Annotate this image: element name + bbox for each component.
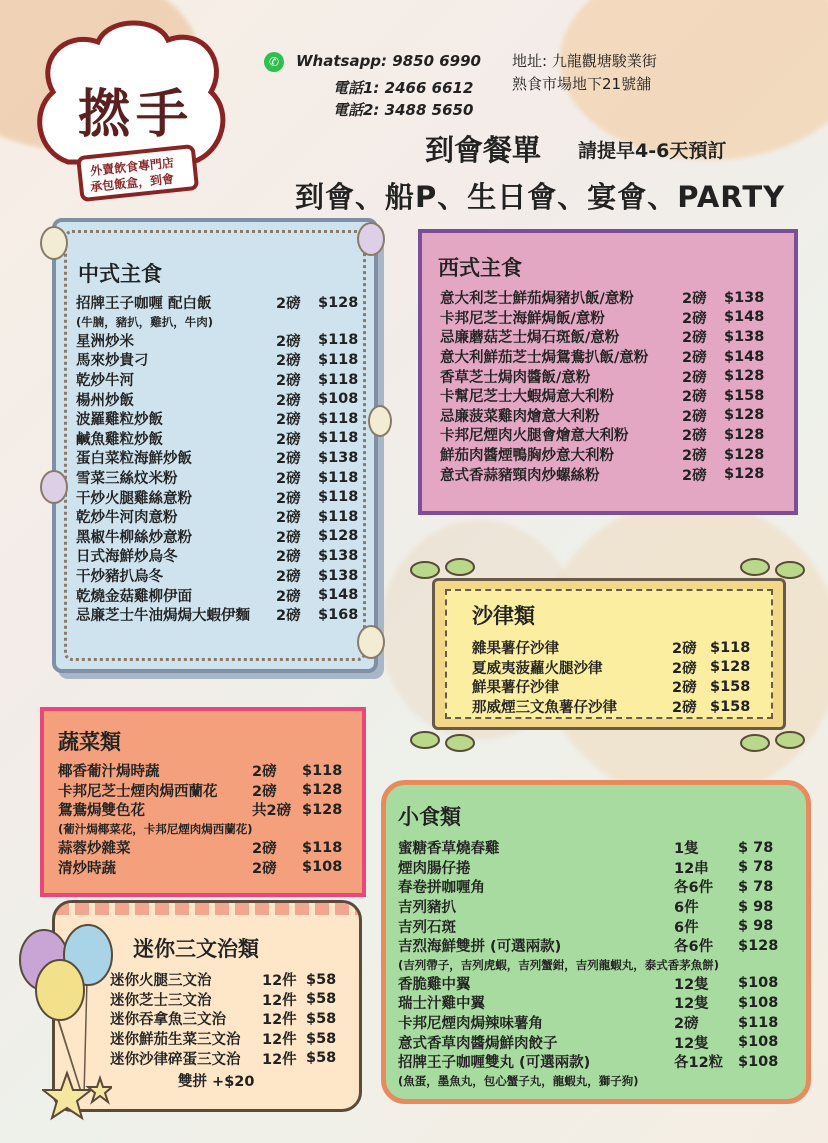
menu-item: [58, 781, 350, 801]
item-price: $58: [306, 1010, 337, 1027]
item-qty: 2磅: [276, 392, 301, 409]
chinese-menu-list: [76, 293, 366, 625]
item-qty: 1隻: [674, 841, 699, 858]
item-name: 忌廉芝士牛油焗焗大蝦伊麵: [76, 608, 250, 625]
item-price: $138: [318, 567, 359, 584]
item-price: $138: [724, 289, 765, 306]
menu-item: [76, 370, 366, 390]
item-qty: 2磅: [672, 641, 697, 658]
item-price: $128: [302, 782, 343, 799]
item-name: 招牌王子咖喱 配白飯: [76, 296, 212, 313]
menu-item: [398, 993, 794, 1013]
item-qty: 12串: [674, 860, 709, 877]
item-name: 雪菜三絲炆米粉: [76, 471, 178, 488]
item-qty: 12件: [262, 992, 297, 1009]
item-qty: 2磅: [672, 660, 697, 677]
item-qty: 2磅: [276, 471, 301, 488]
item-price: $128: [724, 466, 765, 483]
item-price: $ 78: [738, 859, 774, 876]
item-qty: 2磅: [252, 860, 277, 877]
item-name: 干炒火腿雞絲意粉: [76, 490, 192, 507]
menu-item: [110, 1048, 344, 1068]
item-name: 吉列豬扒: [398, 900, 456, 917]
item-name: 卡邦尼芝士海鮮焗飯/意粉: [440, 310, 605, 327]
item-qty: 2磅: [252, 764, 277, 781]
item-name: 日式海鮮炒烏冬: [76, 549, 178, 566]
item-price: $58: [306, 1050, 337, 1067]
menu-item: [76, 527, 366, 547]
panel-dot: [40, 470, 68, 504]
item-qty: 12件: [262, 1012, 297, 1029]
item-price: $128: [724, 368, 765, 385]
item-name: 春卷拼咖喱角: [398, 880, 485, 897]
item-price: $118: [318, 469, 359, 486]
item-price: $ 78: [738, 839, 774, 856]
menu-item: [440, 347, 772, 367]
item-price: $ 98: [738, 898, 774, 915]
item-price: $118: [738, 1014, 779, 1031]
item-qty: 2磅: [252, 841, 277, 858]
menu-item: [472, 697, 762, 717]
item-qty: 2磅: [276, 490, 301, 507]
item-qty: 2磅: [682, 369, 707, 386]
item-name: 吉烈海鮮雙拼 (可選兩款): [398, 939, 562, 956]
item-qty: 2磅: [276, 431, 301, 448]
item-price: $128: [318, 294, 359, 311]
item-price: $118: [318, 332, 359, 349]
item-name: 波羅雞粒炒飯: [76, 412, 163, 429]
item-name: 招牌王子咖喱雙丸 (可選兩款): [398, 1055, 591, 1072]
item-price: $148: [318, 587, 359, 604]
item-name: 楊州炒飯: [76, 392, 134, 409]
menu-item: [76, 566, 366, 586]
booking-notice: 請提早4-6天預訂: [578, 140, 727, 162]
item-name: 乾炒牛河: [76, 373, 134, 390]
item-name: 香脆雞中翼: [398, 976, 471, 993]
item-name: 迷你芝士三文治: [110, 992, 212, 1009]
item-qty: 2磅: [682, 291, 707, 308]
item-price: $118: [318, 508, 359, 525]
item-qty: 2磅: [276, 529, 301, 546]
sandwich-double-price: 雙拼 +$20: [178, 1074, 255, 1090]
item-qty: 2磅: [276, 353, 301, 370]
item-name: 意大利芝士鮮茄焗豬扒飯/意粉: [440, 291, 634, 308]
item-price: $108: [738, 994, 779, 1011]
item-name: 馬來炒貴刁: [76, 353, 149, 370]
item-price: $118: [302, 762, 343, 779]
item-name: 迷你沙律碎蛋三文治: [110, 1051, 241, 1068]
menu-item: [398, 897, 794, 917]
item-qty: 2磅: [682, 408, 707, 425]
item-qty: 2磅: [674, 1016, 699, 1033]
item-price: $118: [302, 839, 343, 856]
item-price: $108: [302, 859, 343, 876]
menu-item: [76, 585, 366, 605]
item-name: 夏威夷菠蘿火腿沙律: [472, 660, 603, 677]
item-qty: 2磅: [682, 428, 707, 445]
menu-item: [398, 974, 794, 994]
menu-item: [76, 331, 366, 351]
menu-item: [440, 464, 772, 484]
item-note: (吉列帶子，吉列虎蝦，吉列蟹鉗，吉列龍蝦丸，泰式香茅魚餅): [398, 957, 720, 972]
item-qty: 各6件: [674, 880, 714, 897]
section-title: 蔬菜類: [58, 730, 121, 754]
item-name: 星洲炒米: [76, 333, 134, 350]
item-name: 椰香葡汁焗時蔬: [58, 764, 160, 781]
item-note: (魚蛋，墨魚丸，包心蟹子丸，龍蝦丸，獅子狗): [398, 1073, 639, 1088]
item-price: $128: [318, 528, 359, 545]
menu-item: [58, 838, 350, 858]
menu-item: [472, 677, 762, 697]
item-qty: 2磅: [682, 389, 707, 406]
item-qty: 2磅: [252, 783, 277, 800]
menu-item: [76, 468, 366, 488]
menu-item: [76, 429, 366, 449]
item-price: $128: [724, 426, 765, 443]
menu-item: [440, 288, 772, 308]
menu-item: [398, 877, 794, 897]
item-name: 清炒時蔬: [58, 860, 116, 877]
item-name: 煙肉腸仔捲: [398, 860, 471, 877]
menu-item: [110, 1029, 344, 1049]
logo: [28, 12, 233, 202]
menu-item: [398, 838, 794, 858]
phone-1: 電話1: 2466 6612: [333, 79, 474, 97]
veg-menu-list: [58, 761, 350, 877]
item-qty: 12件: [262, 973, 297, 990]
item-price: $138: [724, 328, 765, 345]
menu-item: [110, 1009, 344, 1029]
item-name: 鹹魚雞粒炒飯: [76, 431, 163, 448]
item-price: $118: [318, 351, 359, 368]
menu-item: [472, 658, 762, 678]
item-price: $148: [724, 309, 765, 326]
item-name: 迷你火腿三文治: [110, 973, 212, 990]
item-qty: 12隻: [674, 996, 709, 1013]
item-price: $108: [738, 1034, 779, 1051]
item-note: (葡汁焗椰菜花，卡邦尼煙肉焗西蘭花): [58, 821, 253, 836]
item-price: $108: [738, 975, 779, 992]
item-price: $128: [710, 659, 751, 676]
item-qty: 各12粒: [674, 1055, 724, 1072]
item-name: 卡邦尼煙肉火腿會燴意大利粉: [440, 428, 629, 445]
item-name: 瑞士汁雞中翼: [398, 996, 485, 1013]
item-price: $148: [724, 348, 765, 365]
item-qty: 2磅: [682, 467, 707, 484]
section-title: 西式主食: [438, 256, 522, 280]
item-qty: 2磅: [276, 333, 301, 350]
menu-item: [76, 448, 366, 468]
item-price: $58: [306, 1030, 337, 1047]
item-price: $128: [724, 446, 765, 463]
panel-dot: [40, 226, 68, 260]
logo-tagline: 外賣飲食專門店: [89, 155, 175, 179]
item-price: $158: [710, 698, 751, 715]
menu-item: [440, 445, 772, 465]
menu-item: [398, 1013, 794, 1033]
item-name: 蛋白菜粒海鮮炒飯: [76, 451, 192, 468]
menu-item: [76, 350, 366, 370]
menu-item: [76, 507, 366, 527]
item-price: $168: [318, 606, 359, 623]
item-price: $138: [318, 449, 359, 466]
item-name: 蜜糖香草燒春雞: [398, 841, 500, 858]
item-qty: 2磅: [276, 549, 301, 566]
item-name: 意大利鮮茄芝士焗鴛鴦扒飯/意粉: [440, 350, 649, 367]
salad-menu-list: [472, 638, 762, 716]
item-qty: 6件: [674, 919, 699, 936]
panel-dot: [368, 405, 392, 437]
item-note: (牛腩，豬扒，雞扒，牛肉): [76, 314, 214, 329]
item-qty: 12件: [262, 1051, 297, 1068]
item-name: 干炒豬扒烏冬: [76, 569, 163, 586]
item-price: $58: [306, 991, 337, 1008]
menu-item: [398, 858, 794, 878]
panel-dot: [357, 222, 385, 256]
item-qty: 6件: [674, 900, 699, 917]
item-price: $118: [318, 489, 359, 506]
item-price: $128: [738, 937, 779, 954]
logo-tagline: 承包飯盒，到會: [89, 171, 175, 195]
item-qty: 2磅: [682, 310, 707, 327]
address-line-1: 地址: 九龍觀塘駿業街: [512, 52, 657, 70]
section-title: 迷你三文治類: [133, 937, 259, 961]
item-price: $128: [302, 801, 343, 818]
item-name: 乾燒金菇雞柳伊面: [76, 588, 192, 605]
item-name: 卡幫尼芝士大蝦焗意大利粉: [440, 389, 614, 406]
panel-dot: [357, 625, 385, 659]
item-name: 吉列石斑: [398, 919, 456, 936]
menu-item: [76, 546, 366, 566]
item-name: 鮮果薯仔沙律: [472, 680, 559, 697]
menu-item: [58, 800, 350, 820]
item-qty: 2磅: [682, 350, 707, 367]
sandwich-menu-list: [110, 970, 344, 1068]
item-qty: 2磅: [672, 680, 697, 697]
logo-name: 撚手: [78, 84, 195, 145]
menu-item: [58, 857, 350, 877]
item-qty: 2磅: [672, 700, 697, 717]
item-qty: 2磅: [276, 412, 301, 429]
menu-item: [398, 916, 794, 936]
item-price: $118: [710, 639, 751, 656]
item-qty: 12隻: [674, 1035, 709, 1052]
item-name: 鴛鴦焗雙色花: [58, 803, 145, 820]
item-price: $158: [710, 678, 751, 695]
item-name: 忌廉菠菜雞肉燴意大利粉: [440, 408, 600, 425]
item-name: 意式香蒜豬頸肉炒螺絲粉: [440, 467, 600, 484]
menu-item: [76, 605, 366, 625]
item-price: $108: [318, 391, 359, 408]
menu-item: [76, 487, 366, 507]
menu-item: [440, 425, 772, 445]
item-price: $158: [724, 387, 765, 404]
menu-item: [440, 406, 772, 426]
whatsapp-number: Whatsapp: 9850 6990: [296, 52, 481, 70]
item-name: 蒜蓉炒雜菜: [58, 841, 131, 858]
item-qty: 共2磅: [252, 803, 292, 820]
item-name: 忌廉蘑菇芝士焗石斑飯/意粉: [440, 330, 620, 347]
section-title: 沙律類: [472, 604, 535, 628]
item-qty: 2磅: [276, 451, 301, 468]
item-qty: 2磅: [276, 588, 301, 605]
item-name: 迷你吞拿魚三文治: [110, 1012, 226, 1029]
page-subtitle: 到會、船P、生日會、宴會、PARTY: [295, 180, 786, 214]
menu-item: [398, 1052, 794, 1072]
menu-item: [58, 761, 350, 781]
phone-2: 電話2: 3488 5650: [333, 101, 474, 119]
menu-item: [76, 293, 366, 313]
item-qty: 2磅: [276, 296, 301, 313]
menu-item: [440, 386, 772, 406]
item-name: 乾炒牛河肉意粉: [76, 510, 178, 527]
item-name: 卡邦尼煙肉焗辣味薯角: [398, 1016, 543, 1033]
item-qty: 各6件: [674, 939, 714, 956]
address-line-2: 熟食市場地下21號舖: [512, 75, 652, 93]
item-qty: 2磅: [682, 330, 707, 347]
item-price: $138: [318, 547, 359, 564]
menu-item: [76, 389, 366, 409]
item-qty: 2磅: [276, 510, 301, 527]
item-name: 卡邦尼芝士煙肉焗西蘭花: [58, 783, 218, 800]
item-price: $118: [318, 371, 359, 388]
item-name: 那威煙三文魚薯仔沙律: [472, 700, 617, 717]
menu-item: [110, 970, 344, 990]
section-title: 中式主食: [78, 262, 162, 286]
item-qty: 2磅: [276, 608, 301, 625]
menu-item: [398, 936, 794, 956]
menu-item: [472, 638, 762, 658]
item-qty: 2磅: [276, 569, 301, 586]
menu-item: [76, 409, 366, 429]
item-price: $58: [306, 971, 337, 988]
item-name: 鮮茄肉醬煙鴨胸炒意大利粉: [440, 448, 614, 465]
item-qty: 12隻: [674, 976, 709, 993]
whatsapp-icon: ✆: [264, 52, 284, 72]
menu-item: [110, 990, 344, 1010]
snacks-menu-list: [398, 838, 794, 1090]
star-icon: [42, 1068, 112, 1128]
item-price: $108: [738, 1053, 779, 1070]
menu-item: [440, 327, 772, 347]
item-name: 迷你鮮茄生菜三文治: [110, 1032, 241, 1049]
western-menu-list: [440, 288, 772, 484]
item-price: $128: [724, 407, 765, 424]
item-qty: 2磅: [276, 373, 301, 390]
item-name: 意式香草肉醬焗鮮肉餃子: [398, 1035, 558, 1052]
item-price: $ 98: [738, 918, 774, 935]
item-price: $ 78: [738, 878, 774, 895]
item-qty: 12件: [262, 1032, 297, 1049]
section-title: 小食類: [398, 805, 461, 829]
menu-item: [398, 1032, 794, 1052]
item-price: $118: [318, 410, 359, 427]
menu-item: [440, 308, 772, 328]
item-name: 雜果薯仔沙律: [472, 641, 559, 658]
item-price: $118: [318, 430, 359, 447]
item-qty: 2磅: [682, 448, 707, 465]
item-name: 黑椒牛柳絲炒意粉: [76, 529, 192, 546]
menu-item: [440, 366, 772, 386]
item-name: 香草芝士焗肉醬飯/意粉: [440, 369, 591, 386]
page-title: 到會餐單: [425, 133, 542, 167]
